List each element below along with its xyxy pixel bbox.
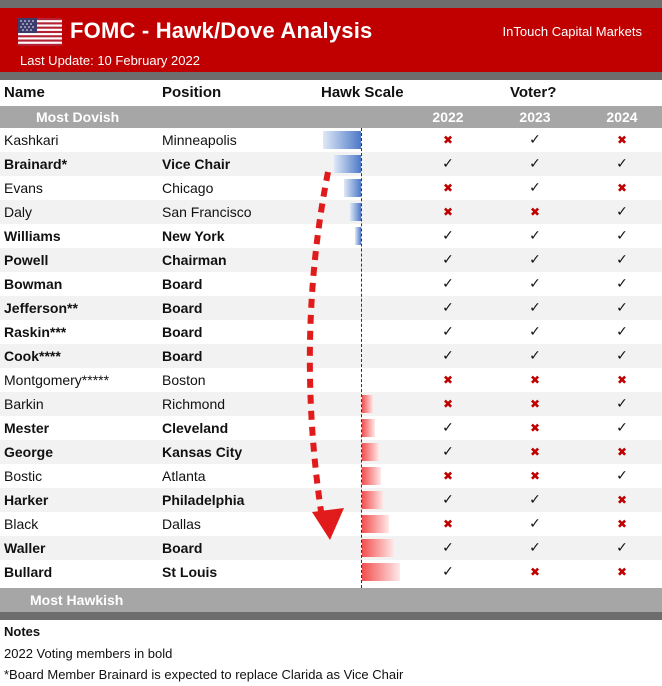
cross-icon: ✖ (616, 373, 628, 387)
year-2023-header: 2023 (519, 109, 551, 125)
member-position: Cleveland (162, 420, 229, 436)
check-icon: ✓ (442, 227, 454, 243)
check-icon: ✓ (442, 563, 454, 579)
check-icon: ✓ (442, 275, 454, 291)
hawk-scale-bar (362, 539, 394, 557)
member-name: Daly (4, 204, 33, 220)
table-row (0, 512, 662, 536)
check-icon: ✓ (529, 131, 541, 147)
bottom-stripe (0, 612, 662, 620)
check-icon: ✓ (616, 227, 628, 243)
check-icon: ✓ (529, 227, 541, 243)
check-icon: ✓ (616, 251, 628, 267)
cross-icon: ✖ (442, 205, 454, 219)
us-flag-icon (18, 18, 62, 46)
check-icon: ✓ (442, 323, 454, 339)
member-position: Chicago (162, 180, 214, 196)
cross-icon: ✖ (529, 469, 541, 483)
table-row (0, 344, 662, 368)
member-position: Kansas City (162, 444, 243, 460)
member-name: Mester (4, 420, 50, 436)
check-icon: ✓ (529, 155, 541, 171)
col-header-voter: Voter? (510, 84, 557, 101)
check-icon: ✓ (616, 395, 628, 411)
member-name: Montgomery***** (4, 372, 110, 388)
cross-icon: ✖ (442, 181, 454, 195)
member-position: Chairman (162, 252, 227, 268)
header-banner (0, 8, 662, 72)
year-2022-header: 2022 (432, 109, 464, 125)
check-icon: ✓ (529, 251, 541, 267)
dove-scale-bar (344, 179, 361, 197)
member-position: Board (162, 540, 203, 556)
check-icon: ✓ (442, 419, 454, 435)
sub-stripe (0, 72, 662, 80)
cross-icon: ✖ (529, 373, 541, 387)
member-position: New York (162, 228, 225, 244)
notes-title: Notes (4, 624, 41, 639)
check-icon: ✓ (442, 443, 454, 459)
check-icon: ✓ (529, 491, 541, 507)
check-icon: ✓ (616, 275, 628, 291)
member-name: Williams (4, 228, 61, 244)
member-name: Bowman (4, 276, 63, 292)
brand-name: InTouch Capital Markets (502, 24, 642, 39)
most-dovish-band (0, 106, 662, 128)
check-icon: ✓ (616, 203, 628, 219)
hawk-scale-bar (362, 491, 383, 509)
cross-icon: ✖ (529, 421, 541, 435)
member-position: San Francisco (162, 204, 252, 220)
check-icon: ✓ (442, 251, 454, 267)
member-position: Richmond (162, 396, 226, 412)
check-icon: ✓ (529, 299, 541, 315)
member-name: Waller (4, 540, 46, 556)
check-icon: ✓ (616, 419, 628, 435)
check-icon: ✓ (616, 467, 628, 483)
cross-icon: ✖ (616, 181, 628, 195)
cross-icon: ✖ (529, 445, 541, 459)
col-header-position: Position (162, 84, 222, 101)
cross-icon: ✖ (529, 397, 541, 411)
table-row (0, 272, 662, 296)
table-row (0, 392, 662, 416)
page-title: FOMC - Hawk/Dove Analysis (70, 18, 373, 43)
member-position: Minneapolis (162, 132, 237, 148)
member-name: Jefferson** (4, 300, 78, 316)
member-position: Boston (162, 372, 206, 388)
hawk-scale-bar (362, 419, 375, 437)
hawk-scale-zero-line (361, 128, 362, 588)
hawk-scale-bar (362, 563, 400, 581)
member-name: Cook**** (4, 348, 61, 364)
check-icon: ✓ (529, 323, 541, 339)
cross-icon: ✖ (442, 133, 454, 147)
member-position: Board (162, 276, 203, 292)
hawk-scale-bar (362, 467, 381, 485)
check-icon: ✓ (529, 179, 541, 195)
cross-icon: ✖ (616, 565, 628, 579)
table-row (0, 560, 662, 584)
member-position: Philadelphia (162, 492, 245, 508)
table-row (0, 176, 662, 200)
member-position: Vice Chair (162, 156, 231, 172)
member-position: Dallas (162, 516, 201, 532)
top-stripe (0, 0, 662, 8)
member-name: Barkin (4, 396, 44, 412)
col-header-name: Name (4, 84, 45, 101)
cross-icon: ✖ (442, 469, 454, 483)
cross-icon: ✖ (616, 133, 628, 147)
check-icon: ✓ (442, 155, 454, 171)
check-icon: ✓ (616, 323, 628, 339)
table-row (0, 224, 662, 248)
table-row (0, 128, 662, 152)
table-row (0, 152, 662, 176)
table-row (0, 488, 662, 512)
cross-icon: ✖ (442, 517, 454, 531)
dove-scale-bar (334, 155, 361, 173)
member-position: Board (162, 300, 203, 316)
check-icon: ✓ (616, 299, 628, 315)
check-icon: ✓ (616, 539, 628, 555)
most-hawkish-band (0, 588, 662, 612)
table-row (0, 296, 662, 320)
member-name: Powell (4, 252, 49, 268)
year-2024-header: 2024 (606, 109, 638, 125)
member-position: Board (162, 348, 203, 364)
member-name: Evans (4, 180, 43, 196)
check-icon: ✓ (529, 539, 541, 555)
cross-icon: ✖ (442, 397, 454, 411)
check-icon: ✓ (529, 275, 541, 291)
member-name: George (4, 444, 54, 460)
member-name: Kashkari (4, 132, 59, 148)
table-row (0, 368, 662, 392)
table-row (0, 440, 662, 464)
check-icon: ✓ (529, 515, 541, 531)
cross-icon: ✖ (616, 493, 628, 507)
cross-icon: ✖ (616, 517, 628, 531)
dove-scale-bar (350, 203, 361, 221)
cross-icon: ✖ (529, 205, 541, 219)
hawk-scale-bar (362, 515, 389, 533)
table-row (0, 536, 662, 560)
col-header-hawk-scale: Hawk Scale (321, 84, 404, 101)
member-name: Bullard (4, 564, 53, 580)
note-line: 2022 Voting members in bold (4, 646, 173, 661)
last-update: Last Update: 10 February 2022 (20, 53, 200, 68)
cross-icon: ✖ (442, 373, 454, 387)
check-icon: ✓ (529, 347, 541, 363)
table-row (0, 416, 662, 440)
dove-scale-bar (323, 131, 361, 149)
check-icon: ✓ (442, 347, 454, 363)
note-line: *Board Member Brainard is expected to replace Clarida as Vice Chair (4, 667, 404, 682)
member-position: Atlanta (162, 468, 206, 484)
member-name: Raskin*** (4, 324, 67, 340)
table-row (0, 200, 662, 224)
cross-icon: ✖ (529, 565, 541, 579)
table-row (0, 248, 662, 272)
cross-icon: ✖ (616, 445, 628, 459)
table-row (0, 320, 662, 344)
check-icon: ✓ (442, 491, 454, 507)
member-name: Brainard* (4, 156, 68, 172)
member-position: St Louis (162, 564, 218, 580)
table-row (0, 464, 662, 488)
check-icon: ✓ (616, 155, 628, 171)
member-position: Board (162, 324, 203, 340)
most-hawkish-label: Most Hawkish (30, 592, 124, 608)
check-icon: ✓ (616, 347, 628, 363)
hawk-scale-bar (362, 443, 379, 461)
most-dovish-label: Most Dovish (36, 109, 120, 125)
member-name: Bostic (4, 468, 43, 484)
member-name: Harker (4, 492, 49, 508)
hawk-scale-bar (362, 395, 373, 413)
member-name: Black (4, 516, 39, 532)
check-icon: ✓ (442, 299, 454, 315)
check-icon: ✓ (442, 539, 454, 555)
